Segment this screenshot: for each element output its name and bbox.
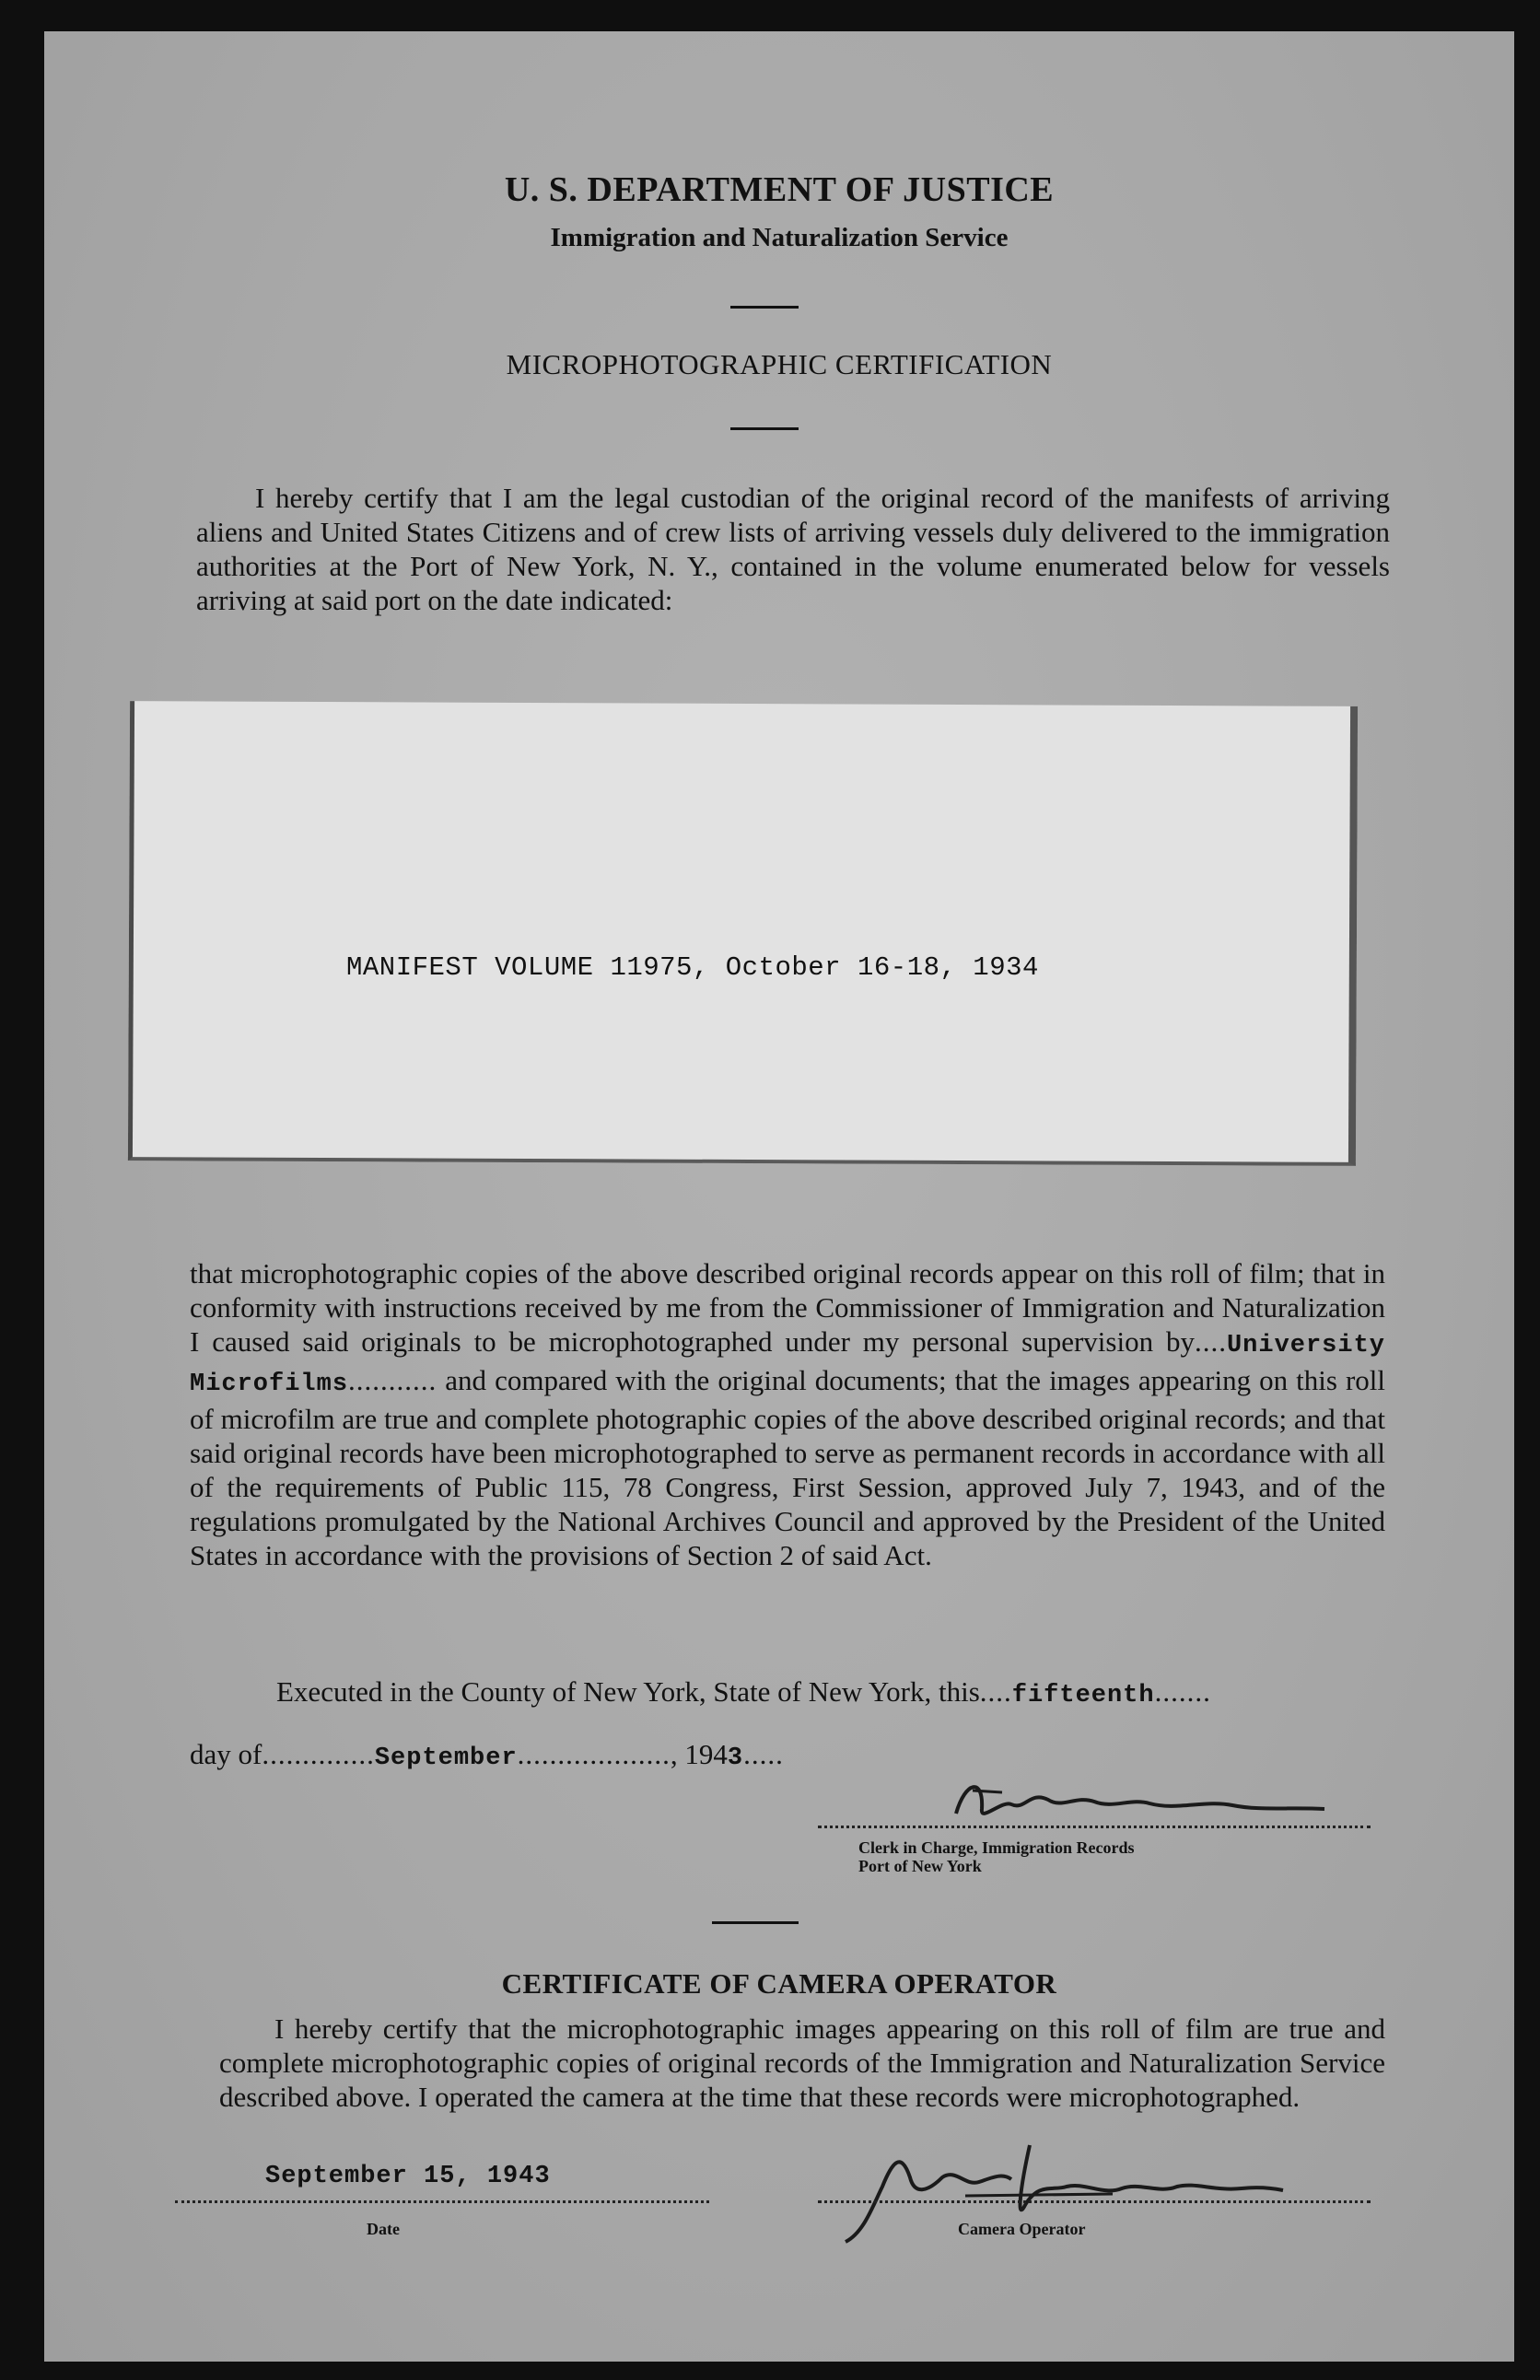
certificate-page (44, 31, 1514, 2362)
clerk-title-text: Clerk in Charge, Immigration Records (858, 1838, 1135, 1857)
certification-body: that microphotographic copies of the above described original records appear on this roll of film; that in conformity with instructions received by me from the Commissioner of Immigration and Naturalization I caused said originals to be microphotographed under my personal supervision by....University Microfilms........... and compared with the original documents; that the images appearing on this roll of microfilm are true and complete photographic copies of the above described original records; and that said original records have been microphotographed to serve as permanent records in accordance with all of the requirements of Public 115, 78 Congress, First Session, approved July 7, 1943, and of the regulations promulgated by the National Archives Council and approved by the President of the United States in accordance with the provisions of Section 2 of said Act. (190, 1257, 1385, 1571)
custodian-statement (196, 481, 1390, 617)
divider-rule (712, 1921, 799, 1924)
executed-month: September (374, 1744, 518, 1772)
divider-rule (730, 427, 799, 430)
divider-rule (730, 306, 799, 309)
camera-operator-statement (219, 2012, 1385, 2114)
service-subtitle: Immigration and Naturalization Service (550, 223, 1009, 252)
section-title: MICROPHOTOGRAPHIC CERTIFICATION (506, 348, 1053, 380)
certification-date: September 15, 1943 (265, 2163, 551, 2190)
manifest-volume: MANIFEST VOLUME 11975, October 16-18, 1934 (346, 952, 1039, 983)
clerk-signature-line (818, 1826, 1371, 1828)
body-before-text: that microphotographic copies of the above described original records appear on this roll of film; that in conformity with instructions received by me from the Commissioner of Immigration and Naturalization I caused said originals to be microphotographed under my personal supervision by (190, 1257, 1385, 1358)
custodian-statement-text: I hereby certify that I am the legal custodian of the original record of the manifests of arriving aliens and United States Citizens and of crew lists of arriving vessels duly delivered to the immigration authorities at the Port of New York, N. Y., contained in the volume enumerated below for vessels arriving at said port on the date indicated: (196, 482, 1390, 616)
body-after-text: and compared with the original documents; that the images appearing on this roll of microfilm are true and complete photographic copies of the above described original records; and that said original records have been microphotographed to serve as permanent records in accordance with all of the requirements of Public 115, 78 Congress, First Session, approved July 7, 1943, and of the regulations promulgated by the National Archives Council and approved by the President of the United States in accordance with the provisions of Section 2 of said Act. (190, 1364, 1385, 1571)
executed-prefix: Executed in the County of New York, State of New York, this (276, 1675, 980, 1708)
operator-signature-line (818, 2200, 1371, 2203)
date-label: Date (367, 2220, 400, 2238)
year-prefix: , 194 (670, 1738, 728, 1770)
supervisor-name: University Microfilms (190, 1332, 1385, 1398)
operator-label: Camera Operator (958, 2220, 1086, 2238)
manifest-label-card (128, 701, 1358, 1166)
camera-operator-statement-text: I hereby certify that the microphotographic images appearing on this roll of film are true and complete microphotographic copies of original records of the Immigration and Naturalization Service described above. I operated the camera at the time that these records were microphotographed. (219, 2012, 1385, 2113)
clerk-title (858, 1838, 1134, 1875)
date-line (175, 2200, 709, 2203)
clerk-location-text: Port of New York (858, 1857, 982, 1875)
executed-day: fifteenth (1011, 1682, 1155, 1709)
executed-line: Executed in the County of New York, State of New York, this....fifteenth....... (276, 1675, 1211, 1709)
department-title: U. S. DEPARTMENT OF JUSTICE (504, 170, 1055, 209)
camera-certificate-title: CERTIFICATE OF CAMERA OPERATOR (501, 1967, 1057, 2000)
year-digit: 3 (727, 1744, 744, 1772)
day-of-prefix: day of (190, 1738, 262, 1770)
day-of-line: day of..............September..................., 1943..... (190, 1738, 784, 1772)
